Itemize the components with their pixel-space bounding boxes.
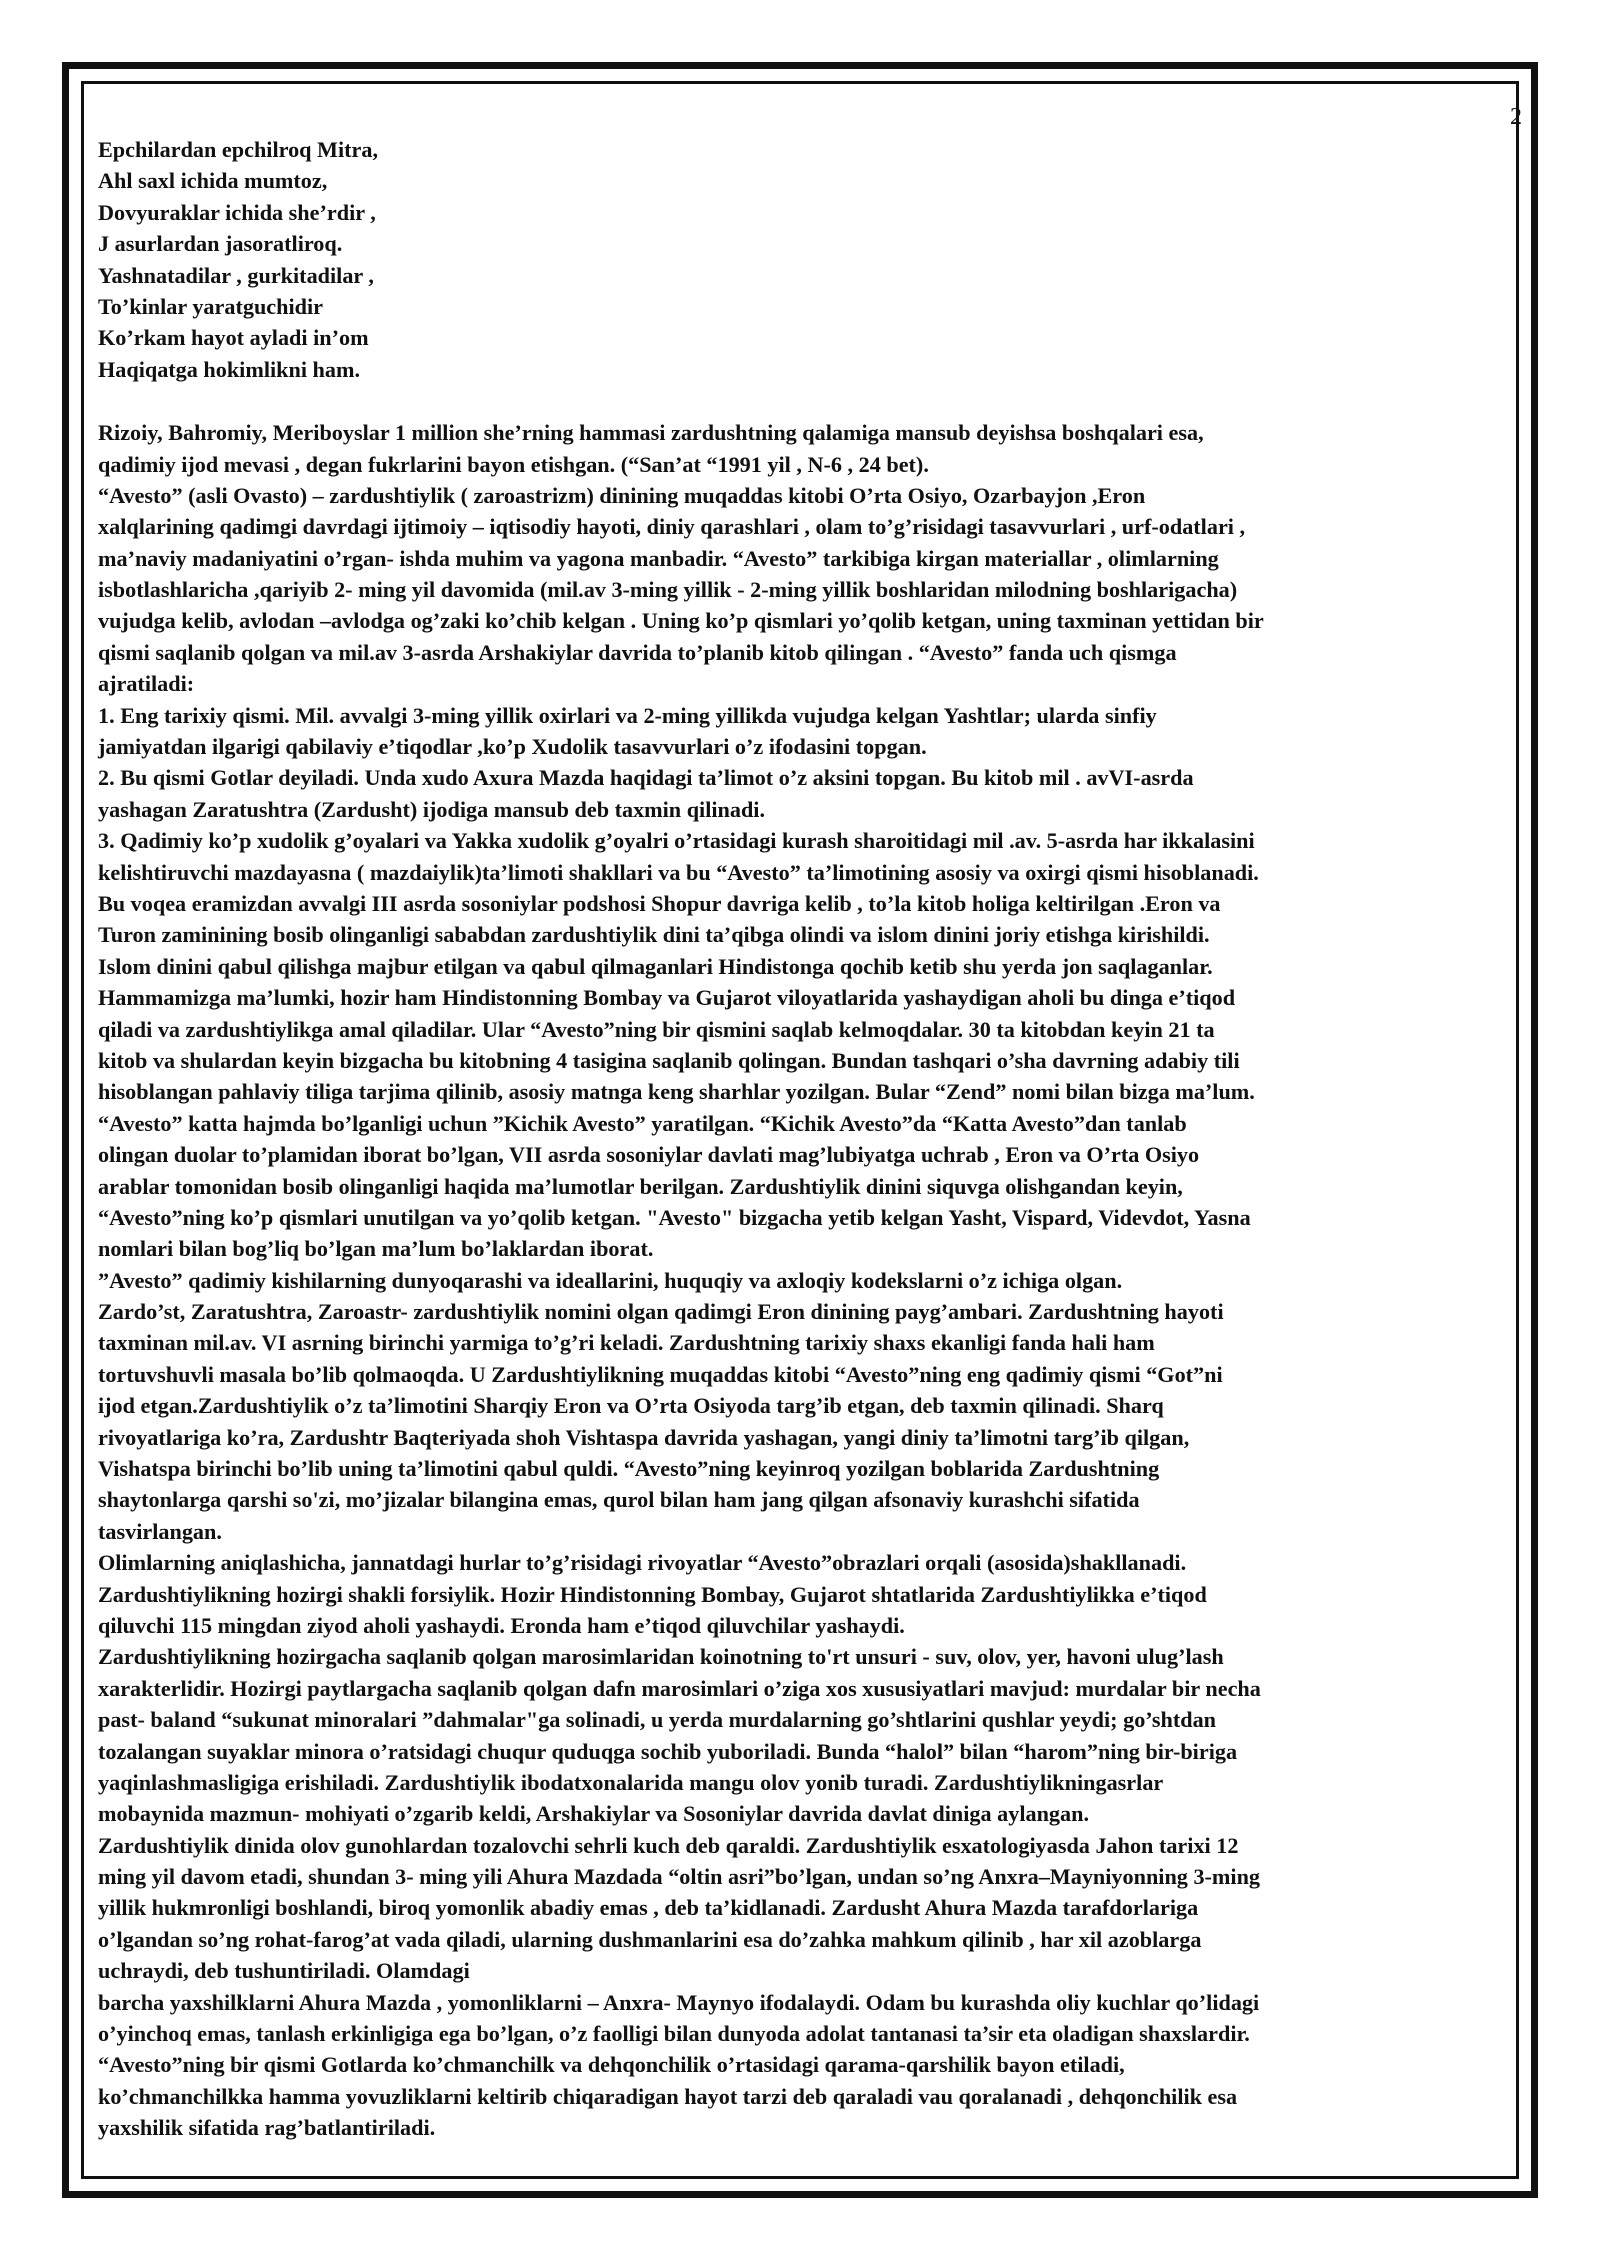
text-line: olingan duolar to’plamidan iborat bo’lgan, VII asrda sosoniylar davlati mag’lubiyatga uchrab , Eron va O’rta Osiyo (98, 1142, 1200, 1168)
text-line: jamiyatdan ilgarigi qabilaviy e’tiqodlar ,ko’p Xudolik tasavvurlari o’z ifodasini topgan. (98, 734, 927, 760)
text-line: “Avesto”ning bir qismi Gotlarda ko’chmanchilk va dehqonchilik o’rtasidagi qarama-qarshilik bayon etiladi, (98, 2052, 1125, 2078)
text-line: Zardo’st, Zaratushtra, Zaroastr- zardushtiylik nomini olgan qadimgi Eron dinining payg’ambari. Zardushtning hayoti (98, 1299, 1224, 1325)
text-line: “Avesto”ning ko’p qismlari unutilgan va yo’qolib ketgan. "Avesto" bizgacha yetib kelgan Yasht, Vispard, Videvdot, Yasna (98, 1204, 1251, 1230)
text-line: yaqinlashmasligiga erishiladi. Zardushtiylik ibodatxonalarida mangu olov yonib turadi. Zardushtiylikningasrlar (98, 1769, 1164, 1795)
text-line: nomlari bilan bog’liq bo’lgan ma’lum bo’laklardan iborat. (98, 1236, 654, 1262)
poem-line: Ko’rkam hayot ayladi in’om (98, 325, 369, 351)
text-line: o’yinchoq emas, tanlash erkinligiga ega bo’lgan, o’z faolligi bilan dunyoda adolat tantanasi ta’sir eta oladigan shaxslardir. (98, 2021, 1250, 2047)
text-line: qadimiy ijod mevasi , degan fukrlarini bayon etishgan. (“San’at “1991 yil , N-6 , 24 bet). (98, 451, 929, 477)
text-line: past- baland “sukunat minoralari ”dahmalar"ga solinadi, u yerda murdalarning go’shtlarini qushlar yeydi; go’shtdan (98, 1707, 1217, 1733)
text-line: Vishatspa birinchi bo’lib uning ta’limotini qabul quldi. “Avesto”ning keyinroq yozilgan boblarida Zardushtning (98, 1456, 1160, 1482)
text-line: hisoblangan pahlaviy tiliga tarjima qilinib, asosiy matnga keng sharhlar yozilgan. Bular “Zend” nomi bilan bizga ma’lum. (98, 1079, 1255, 1105)
text-line: rivoyatlariga ko’ra, Zardushtr Baqteriyada shoh Vishtaspa davrida yashagan, yangi diniy ta’limotni targ’ib qilgan, (98, 1424, 1190, 1450)
text-line: yaxshilik sifatida rag’batlantiriladi. (98, 2115, 436, 2141)
text-line: Hammamizga ma’lumki, hozir ham Hindistonning Bombay va Gujarot viloyatlarida yashaydigan aholi bu dinga e’tiqod (98, 985, 1236, 1011)
text-line: ko’chmanchilkka hamma yovuzliklarni keltirib chiqaradigan hayot tarzi deb qaraladi vau qoralanadi , dehqonchilik esa (98, 2083, 1238, 2109)
text-line: shaytonlarga qarshi so'zi, mo’jizalar bilangina emas, qurol bilan ham jang qilgan afsonaviy kurashchi sifatida (98, 1487, 1140, 1513)
poem-line: Haqiqatga hokimlikni ham. (98, 356, 361, 382)
text-line: kitob va shulardan keyin bizgacha bu kitobning 4 tasigina saqlanib qolingan. Bundan tashqari o’sha davrning adabiy tili (98, 1047, 1240, 1073)
poem-line: J asurlardan jasoratliroq. (98, 231, 343, 257)
text-line: Zardushtiylikning hozirgacha saqlanib qolgan marosimlaridan koinotning to'rt unsuri - suv, olov, yer, havoni ulug’lash (98, 1644, 1224, 1670)
text-line: ma’naviy madaniyatini o’rgan- ishda muhim va yagona manbadir. “Avesto” tarkibiga kirgan materiallar , olimlarning (98, 545, 1219, 571)
text-line: Turon zaminining bosib olinganligi sababdan zardushtiylik dini ta’qibga olindi va islom dinini joriy etishga kirishildi. (98, 922, 1210, 948)
poem-line: Yashnatadilar , gurkitadilar , (98, 262, 374, 288)
text-line: Bu voqea eramizdan avvalgi III asrda sosoniylar podshosi Shopur davriga kelib , to’la kitob holiga keltirilgan .Eron va (98, 890, 1221, 916)
text-line: tasvirlangan. (98, 1518, 222, 1544)
poem-line: Epchilardan epchilroq Mitra, (98, 137, 379, 162)
text-line: o’lgandan so’ng rohat-farog’at vada qiladi, ularning dushmanlarini esa do’zahka mahkum qilinib , har xil azoblarga (98, 1926, 1202, 1952)
text-line: uchraydi, deb tushuntiriladi. Olamdagi (98, 1958, 470, 1984)
text-line: 1. Eng tarixiy qismi. Mil. avvalgi 3-ming yillik oxirlari va 2-ming yillikda vujudga kelgan Yashtlar; ularda sinfiy (98, 702, 1157, 728)
text-line: kelishtiruvchi mazdayasna ( mazdaiylik)ta’limoti shakllari va bu “Avesto” ta’limotining asosiy va oxirgi qismi hisoblanadi. (98, 859, 1259, 885)
text-line: Olimlarning aniqlashicha, jannatdagi hurlar to’g’risidagi rivoyatlar “Avesto”obrazlari orqali (asosida)shakllanadi. (98, 1550, 1187, 1576)
text-line: Islom dinini qabul qilishga majbur etilgan va qabul qilmaganlari Hindistonga qochib ketib shu yerda jon saqlaganlar. (98, 953, 1213, 979)
text-line: qismi saqlanib qolgan va mil.av 3-asrda Arshakiylar davrida to’planib kitob qilingan . “Avesto” fanda uch qismga (98, 639, 1177, 665)
text-line: yillik hukmronligi boshlandi, biroq yomonlik abadiy emas , deb ta’kidlanadi. Zardusht Ahura Mazda tarafdorlariga (98, 1895, 1199, 1921)
text-line: vujudga kelib, avlodan –avlodga og’zaki ko’chib kelgan . Uning ko’p qismlari yo’qolib ketgan, uning taxminan yettidan bir (98, 608, 1264, 634)
text-line: ijod etgan.Zardushtiylik o’z ta’limotini Sharqiy Eron va O’rta Osiyoda targ’ib etgan, deb taxmin qilinadi. Sharq (98, 1393, 1164, 1419)
poem-block (98, 134, 1523, 385)
prose-block (98, 417, 1523, 2143)
text-line: tozalangan suyaklar minora o’ratsidagi chuqur quduqga sochib yuboriladi. Bunda “halol” bilan “harom”ning bir-biriga (98, 1738, 1238, 1764)
text-line: “Avesto” (asli Ovasto) – zardushtiylik ( zaroastrizm) dinining muqaddas kitobi O’rta Osiyo, Ozarbayjon ,Eron (98, 482, 1146, 508)
text-line: 2. Bu qismi Gotlar deyiladi. Unda xudo Axura Mazda haqidagi ta’limot o’z aksini topgan. Bu kitob mil . avVI-asrda (98, 765, 1194, 791)
text-line: “Avesto” katta hajmda bo’lganligi uchun ”Kichik Avesto” yaratilgan. “Kichik Avesto”da “Katta Avesto”dan tanlab (98, 1110, 1187, 1136)
text-line: Zardushtiylik dinida olov gunohlardan tozalovchi sehrli kuch deb qaraldi. Zardushtiylik esxatologiyasda Jahon tarixi 12 (98, 1832, 1239, 1858)
stanza-gap (98, 385, 1523, 417)
text-line: qiluvchi 115 mingdan ziyod aholi yashaydi. Eronda ham e’tiqod qiluvchilar yashaydi. (98, 1612, 905, 1638)
poem-line: Dovyuraklar ichida she’rdir , (98, 199, 376, 225)
text-line: ajratiladi: (98, 671, 195, 697)
page-number: 2 (1510, 104, 1522, 130)
text-line: ming yil davom etadi, shundan 3- ming yili Ahura Mazdada “oltin asri”bo’lgan, undan so’ng Anxra–Mayniyonning 3-ming (98, 1864, 1261, 1890)
poem-line: To’kinlar yaratguchidir (98, 293, 323, 319)
poem-line: Ahl saxl ichida mumtoz, (98, 168, 328, 194)
text-line: barcha yaxshilklarni Ahura Mazda , yomonliklarni – Anxra- Maynyo ifodalaydi. Odam bu kurashda oliy kuchlar qo’lidagi (98, 1989, 1260, 2015)
text-line: Zardushtiylikning hozirgi shakli forsiylik. Hozir Hindistonning Bombay, Gujarot shtatlarida Zardushtiylikka e’tiqod (98, 1581, 1207, 1607)
text-line: taxminan mil.av. VI asrning birinchi yarmiga to’g’ri keladi. Zardushtning tarixiy shaxs ekanligi fanda hali ham (98, 1330, 1155, 1356)
text-line: yashagan Zaratushtra (Zardusht) ijodiga mansub deb taxmin qilinadi. (98, 796, 766, 822)
text-line: ”Avesto” qadimiy kishilarning dunyoqarashi va ideallarini, huquqiy va axloqiy kodekslarni o’z ichiga olgan. (98, 1267, 1123, 1293)
text-line: xarakterlidir. Hozirgi paytlargacha saqlanib qolgan dafn marosimlari o’ziga xos xususiyatlari mavjud: murdalar bir necha (98, 1675, 1261, 1701)
text-line: xalqlarining qadimgi davrdagi ijtimoiy – iqtisodiy hayoti, diniy qarashlari , olam to’g’risidagi tasavvurlari , urf-odatlari , (98, 514, 1246, 540)
text-line: isbotlashlaricha ,qariyib 2- ming yil davomida (mil.av 3-ming yillik - 2-ming yillik boshlaridan milodning boshlarigacha) (98, 577, 1238, 603)
text-line: 3. Qadimiy ko’p xudolik g’oyalari va Yakka xudolik g’oyalri o’rtasidagi kurash sharoitidagi mil .av. 5-asrda har ikkalasini (98, 828, 1255, 854)
text-line: Rizoiy, Bahromiy, Meriboyslar 1 million she’rning hammasi zardushtning qalamiga mansub deyishsa boshqalari esa, (98, 420, 1204, 446)
text-line: mobaynida mazmun- mohiyati o’zgarib keldi, Arshakiylar va Sosoniylar davrida davlat diniga aylangan. (98, 1801, 1089, 1827)
text-line: tortuvshuvli masala bo’lib qolmaoqda. U Zardushtiylikning muqaddas kitobi “Avesto”ning eng qadimiy qismi “Got”ni (98, 1361, 1223, 1387)
text-line: qiladi va zardushtiylikga amal qiladilar. Ular “Avesto”ning bir qismini saqlab kelmoqdalar. 30 ta kitobdan keyin 21 ta (98, 1016, 1215, 1042)
document-body (98, 134, 1523, 2144)
text-line: arablar tomonidan bosib olinganligi haqida ma’lumotlar berilgan. Zardushtiylik dinini siquvga olishgandan keyin, (98, 1173, 1183, 1199)
